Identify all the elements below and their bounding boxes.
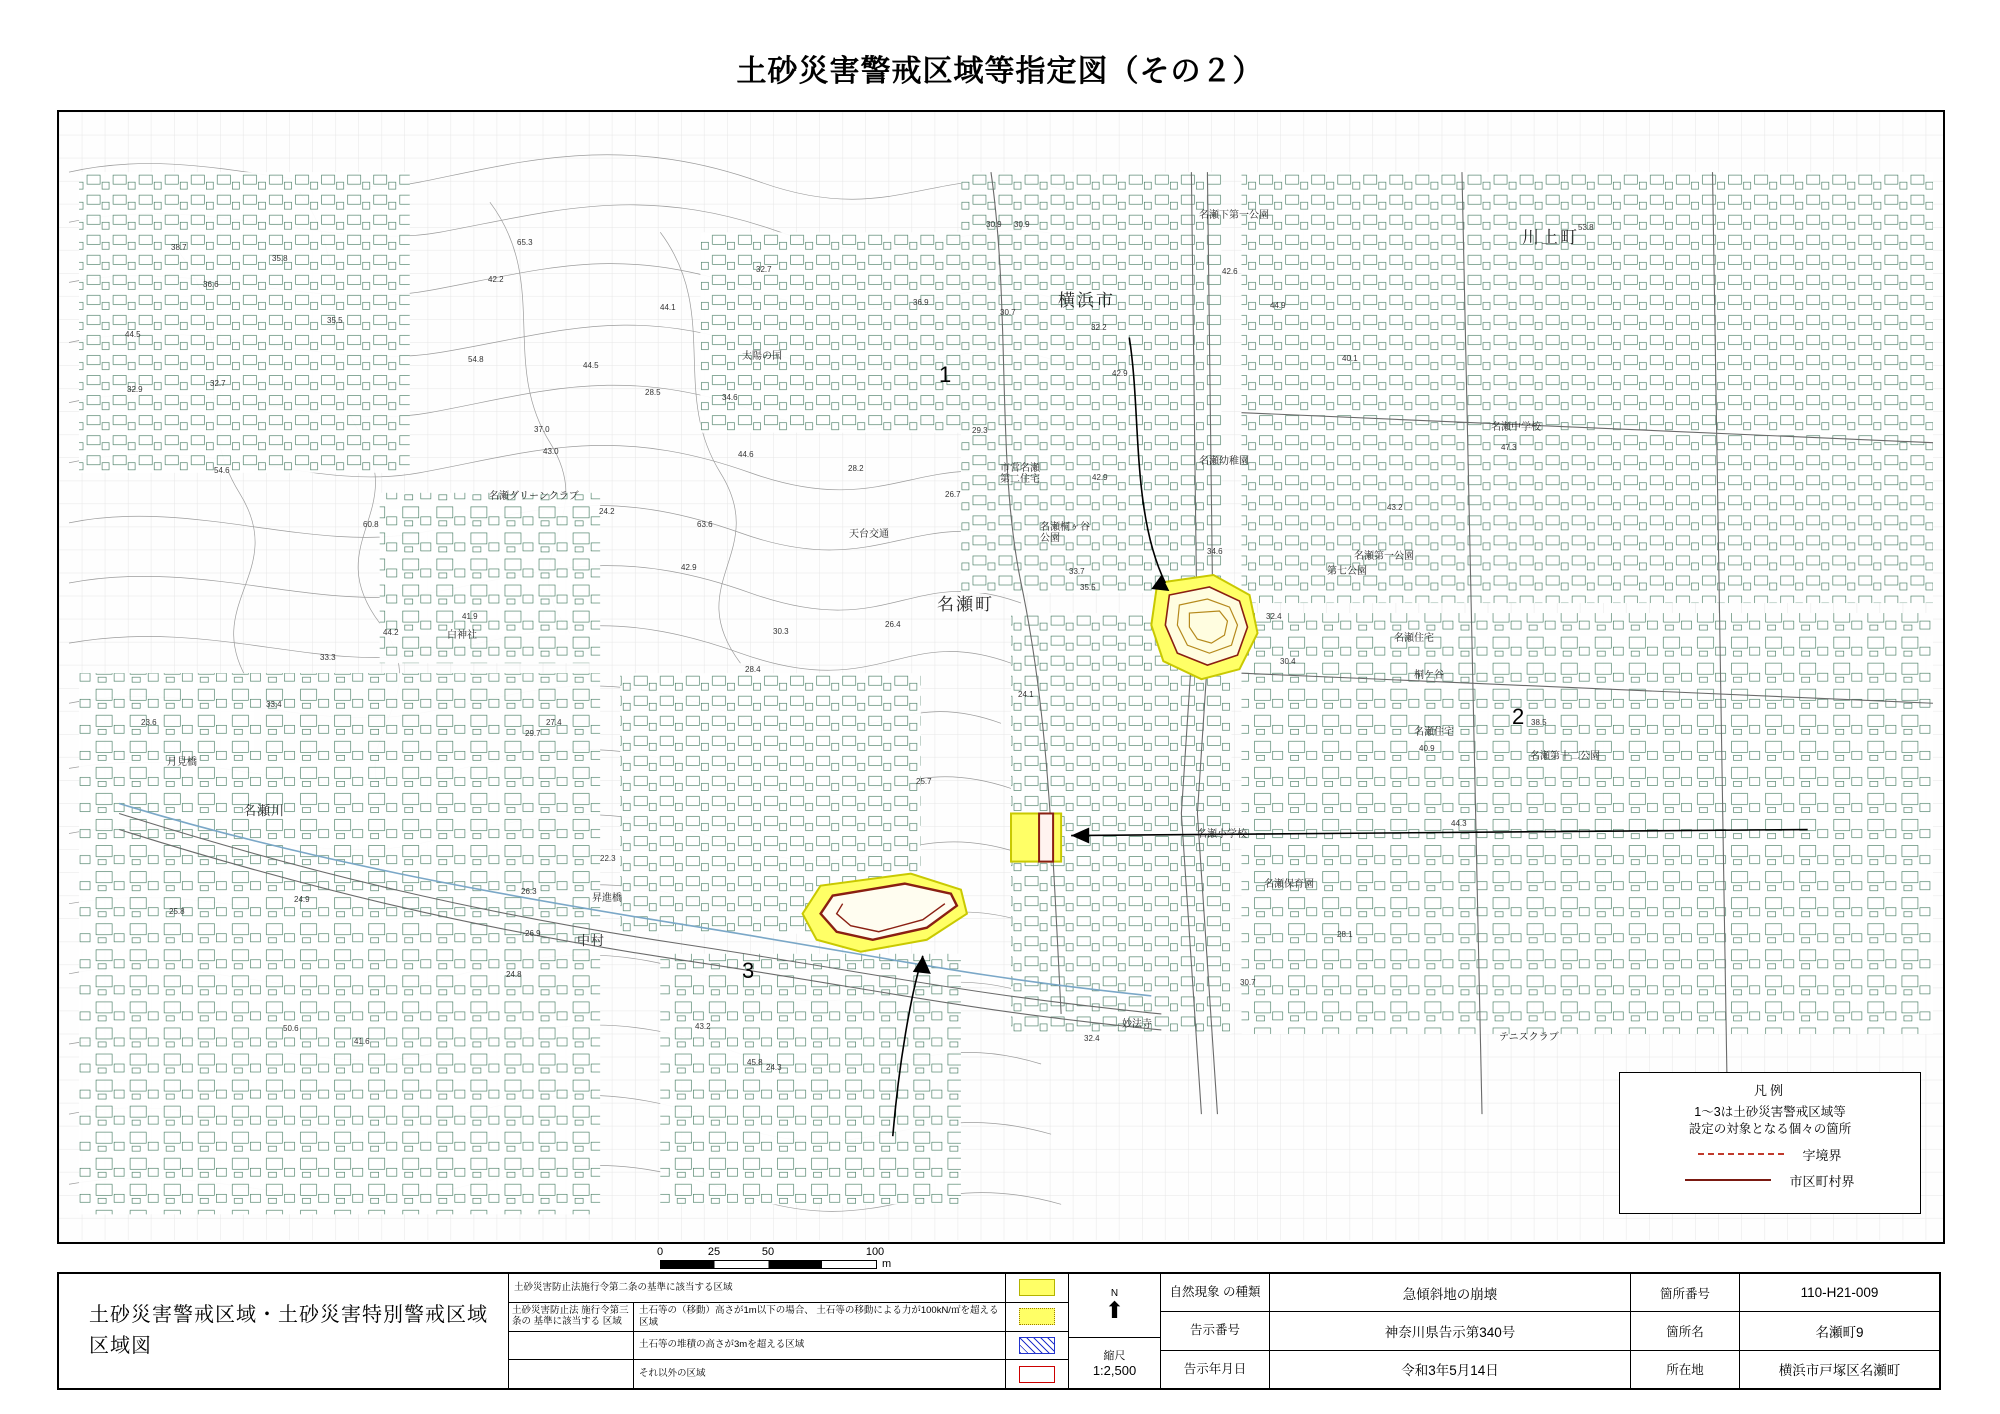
spot-height-37: 28.4 (745, 665, 761, 674)
criteria-row-3 (509, 1360, 1068, 1388)
scale-unit: m (882, 1258, 892, 1270)
spot-height-57: 28.1 (1337, 930, 1353, 939)
scale-ratio: 1:2,500 (1092, 1363, 1137, 1379)
map-feature-label-6: 名瀬幼稚園 (1199, 456, 1249, 467)
spot-height-0: 38.7 (171, 243, 187, 252)
legend-row-boundary-city (1620, 1171, 1920, 1190)
spot-height-46: 25.8 (169, 907, 185, 916)
legend-label-1: 市区町村界 (1789, 1173, 1855, 1189)
map-place-label-major-2: 川上町 (1522, 228, 1579, 247)
legend-title: 凡例 (1753, 1083, 1786, 1098)
phenomenon-key-0: 自然現象 の種類 (1161, 1274, 1270, 1311)
spot-height-25: 54.6 (214, 466, 230, 475)
phenomenon-row-0 (1161, 1274, 1630, 1312)
criteria-text-2: 土石等の堆積の高さが3mを超える区域 (634, 1332, 1006, 1360)
north-scale-cell (1069, 1274, 1161, 1388)
criteria-swatch-cell-1 (1006, 1303, 1068, 1331)
spot-height-72: 53.8 (1578, 223, 1594, 232)
spot-height-36: 26.4 (885, 620, 901, 629)
spot-height-30: 42.9 (681, 563, 697, 572)
reference-cell (1631, 1274, 1939, 1388)
document-label-line1: 土砂災害警戒区域・土砂災害特別警戒区域 (89, 1304, 488, 1326)
spot-height-28: 60.8 (363, 520, 379, 529)
spot-height-29: 24.2 (599, 507, 615, 516)
criteria-row-1 (509, 1303, 1068, 1332)
spot-height-71: 30.9 (1014, 220, 1030, 229)
spot-height-67: 43.2 (1387, 503, 1403, 512)
map-feature-label-9: 名瀬住宅 (1414, 727, 1454, 738)
spot-height-49: 24.8 (506, 970, 522, 979)
spot-height-52: 43.2 (695, 1022, 711, 1031)
spot-height-48: 26.9 (525, 929, 541, 938)
reference-key-0: 箇所番号 (1631, 1274, 1740, 1311)
legend-note-line2: 設定の対象となる個々の箇所 (1688, 1121, 1852, 1136)
spot-height-62: 34.6 (1207, 547, 1223, 556)
criteria-row-2 (509, 1332, 1068, 1361)
spot-height-65: 40.1 (1342, 354, 1358, 363)
spot-height-43: 29.7 (525, 729, 541, 738)
spot-height-63: 44.9 (1270, 301, 1286, 310)
phenomenon-key-2: 告示年月日 (1161, 1351, 1270, 1388)
phenomenon-row-1 (1161, 1312, 1630, 1350)
map-feature-label-18: 第七公園 (1327, 566, 1367, 577)
map-frame[interactable] (57, 110, 1945, 1244)
north-arrow-icon: ⬆ (1104, 1297, 1125, 1324)
map-feature-label-14: 月見橋 (167, 757, 197, 768)
spot-height-41: 24.1 (1018, 690, 1034, 699)
criteria-text-3: それ以外の区域 (634, 1360, 1006, 1388)
spot-height-16: 29.3 (972, 426, 988, 435)
spot-height-58: 30.4 (1280, 657, 1296, 666)
map-feature-label-7: 名瀬住宅 (1394, 633, 1434, 644)
spot-height-66: 47.3 (1501, 443, 1517, 452)
map-feature-label-16: 妙法寺 (1122, 1019, 1152, 1030)
phenomenon-cell (1161, 1274, 1631, 1388)
criteria-law-3 (509, 1360, 634, 1388)
spot-height-24: 43.0 (543, 447, 559, 456)
map-feature-label-5: 名瀬中学校 (1491, 422, 1541, 433)
callout-number-1: 1 (939, 362, 952, 387)
spot-height-21: 37.0 (534, 425, 550, 434)
map-feature-label-11: 名瀬保育園 (1264, 879, 1314, 890)
spot-height-51: 41.6 (354, 1037, 370, 1046)
solid-line-swatch (1685, 1179, 1771, 1181)
map-feature-label-19: 名瀬第一公園 (1354, 551, 1414, 562)
map-canvas[interactable] (59, 112, 1943, 1242)
spot-height-69: 40.9 (1419, 744, 1435, 753)
map-place-label-minor-1: 中村 (577, 933, 606, 948)
criteria-law-1: 土砂災害防止法 施行令第三条の 基準に該当する 区域 (509, 1303, 634, 1331)
document-label-line2: 区域図 (89, 1335, 152, 1357)
spot-height-9: 42.2 (488, 275, 504, 284)
criteria-text-0: 土砂災害防止法施行令第二条の基準に該当する区域 (509, 1274, 1006, 1302)
phenomenon-row-2 (1161, 1351, 1630, 1388)
legend-row-boundary-cho (1620, 1145, 1920, 1164)
spot-height-53: 45.8 (747, 1058, 763, 1067)
spot-height-7: 65.3 (517, 238, 533, 247)
map-feature-label-17: テニスクラブ (1499, 1032, 1559, 1043)
spot-height-33: 44.2 (383, 628, 399, 637)
reference-value-2: 横浜市戸塚区名瀬町 (1778, 1363, 1901, 1379)
spot-height-50: 50.6 (283, 1024, 299, 1033)
reference-row-2 (1631, 1351, 1939, 1388)
spot-height-26: 54.8 (468, 355, 484, 364)
map-place-label-major-0: 横浜市 (1058, 291, 1115, 310)
spot-height-23: 44.6 (738, 450, 754, 459)
reference-value-1: 名瀬町9 (1815, 1324, 1864, 1340)
legend-note (1620, 1104, 1920, 1138)
spot-height-39: 27.4 (546, 718, 562, 727)
map-feature-label-2: 市営名瀬 第二住宅 (1000, 463, 1040, 485)
callout-number-3: 3 (742, 958, 755, 983)
spot-height-13: 30.7 (1000, 308, 1016, 317)
spot-height-6: 44.5 (125, 330, 141, 339)
spot-height-56: 30.7 (1240, 978, 1256, 987)
spot-height-3: 35.5 (327, 316, 343, 325)
spot-height-60: 33.7 (1069, 567, 1085, 576)
spot-height-11: 36.9 (913, 298, 929, 307)
scale-tick-50: 50 (761, 1246, 775, 1258)
scale-block (1069, 1338, 1160, 1388)
reference-key-2: 所在地 (1631, 1351, 1740, 1388)
north-arrow-block (1069, 1274, 1160, 1338)
scale-tick-0: 0 (656, 1246, 664, 1258)
criteria-law-2 (509, 1332, 634, 1360)
map-feature-label-8: 桐ケ谷 (1414, 670, 1444, 681)
map-feature-label-0: 名瀬下第一公園 (1199, 210, 1269, 221)
phenomenon-value-1: 神奈川県告示第340号 (1384, 1324, 1516, 1340)
spot-height-40: 23.6 (141, 718, 157, 727)
map-place-label-major-1: 名瀬町 (937, 595, 994, 614)
spot-height-1: 36.6 (203, 280, 219, 289)
spot-height-68: 38.5 (1531, 718, 1547, 727)
criteria-cell (509, 1274, 1069, 1388)
map-feature-label-15: 昇進橋 (592, 893, 622, 904)
legend-note-line1: 1～3は土砂災害警戒区域等 (1694, 1105, 1846, 1119)
spot-height-32: 41.9 (462, 612, 478, 621)
spot-height-22: 34.6 (722, 393, 738, 402)
spot-height-15: 42.9 (1112, 369, 1128, 378)
reference-key-1: 箇所名 (1631, 1312, 1740, 1349)
page-title: 土砂災害警戒区域等指定図（その２） (736, 55, 1264, 88)
criteria-text-1: 土石等の（移動）高さが1m以下の場合、 土石等の移動による力が100kN/㎡を超える区域 (634, 1303, 1006, 1331)
criteria-row-0 (509, 1274, 1068, 1303)
document-label-cell (59, 1274, 509, 1388)
spot-height-8: 32.7 (756, 265, 772, 274)
spot-height-44: 22.3 (600, 854, 616, 863)
spot-height-47: 26.3 (521, 887, 537, 896)
hazard-area-2 (1011, 813, 1061, 861)
spot-height-55: 32.4 (1084, 1034, 1100, 1043)
spot-height-27: 44.5 (583, 361, 599, 370)
spot-height-45: 24.9 (294, 895, 310, 904)
map-legend (1619, 1072, 1921, 1214)
yellow-swatch (1019, 1279, 1055, 1296)
phenomenon-value-2: 令和3年5月14日 (1401, 1363, 1499, 1379)
spot-height-34: 33.3 (320, 653, 336, 662)
spot-height-14: 32.2 (1091, 323, 1107, 332)
spot-height-5: 32.9 (127, 385, 143, 394)
scale-tick-100: 100 (865, 1246, 885, 1258)
info-table (57, 1272, 1941, 1390)
spot-height-10: 44.1 (660, 303, 676, 312)
spot-height-38: 33.4 (266, 700, 282, 709)
phenomenon-key-1: 告示番号 (1161, 1312, 1270, 1349)
map-feature-label-3: 名瀬桐ヶ谷 公園 (1040, 522, 1090, 544)
spot-height-4: 32.7 (210, 379, 226, 388)
map-place-label-minor-0: 名瀬川 (243, 803, 286, 818)
spot-height-12: 30.9 (986, 220, 1002, 229)
criteria-swatch-cell-3 (1006, 1360, 1068, 1388)
spot-height-20: 28.5 (645, 388, 661, 397)
scale-bar-graphic (660, 1260, 877, 1269)
callout-number-2: 2 (1512, 704, 1525, 729)
phenomenon-value-0: 急傾斜地の崩壊 (1402, 1286, 1498, 1302)
criteria-swatch-cell-2 (1006, 1332, 1068, 1360)
spot-height-54: 24.3 (766, 1063, 782, 1072)
spot-height-61: 35.5 (1080, 583, 1096, 592)
spot-height-64: 42.6 (1222, 267, 1238, 276)
spot-height-19: 42.9 (1092, 473, 1108, 482)
spot-height-70: 44.3 (1451, 819, 1467, 828)
spot-height-35: 30.3 (773, 627, 789, 636)
map-feature-label-20: 名瀬第十二公園 (1530, 751, 1600, 762)
yellow-dotted-swatch (1019, 1308, 1055, 1325)
map-feature-label-12: 白神社 (447, 630, 477, 641)
scale-bar (656, 1246, 910, 1270)
reference-row-1 (1631, 1312, 1939, 1350)
north-letter: N (1110, 1288, 1119, 1300)
blue-hatch-swatch (1019, 1337, 1055, 1354)
scale-tick-25: 25 (707, 1246, 721, 1258)
map-feature-label-13: 名瀬グリーンクラブ (489, 491, 579, 502)
spot-height-42: 25.7 (916, 777, 932, 786)
map-feature-label-1: 太陽の国 (742, 351, 782, 362)
spot-height-2: 35.8 (272, 254, 288, 263)
scale-caption: 縮尺 (1103, 1350, 1126, 1363)
legend-label-0: 字境界 (1802, 1147, 1842, 1163)
spot-height-31: 63.6 (697, 520, 713, 529)
map-feature-label-4: 天台交通 (849, 529, 889, 540)
map-feature-label-10: 名瀬小学校 (1197, 829, 1247, 840)
spot-height-59: 32.4 (1266, 612, 1282, 621)
reference-row-0 (1631, 1274, 1939, 1312)
reference-value-0: 110-H21-009 (1800, 1285, 1879, 1301)
red-outline-swatch (1019, 1366, 1055, 1383)
spot-height-17: 28.2 (848, 464, 864, 473)
spot-height-18: 26.7 (945, 490, 961, 499)
criteria-swatch-cell-0 (1006, 1274, 1068, 1302)
dashed-line-swatch (1698, 1153, 1784, 1155)
